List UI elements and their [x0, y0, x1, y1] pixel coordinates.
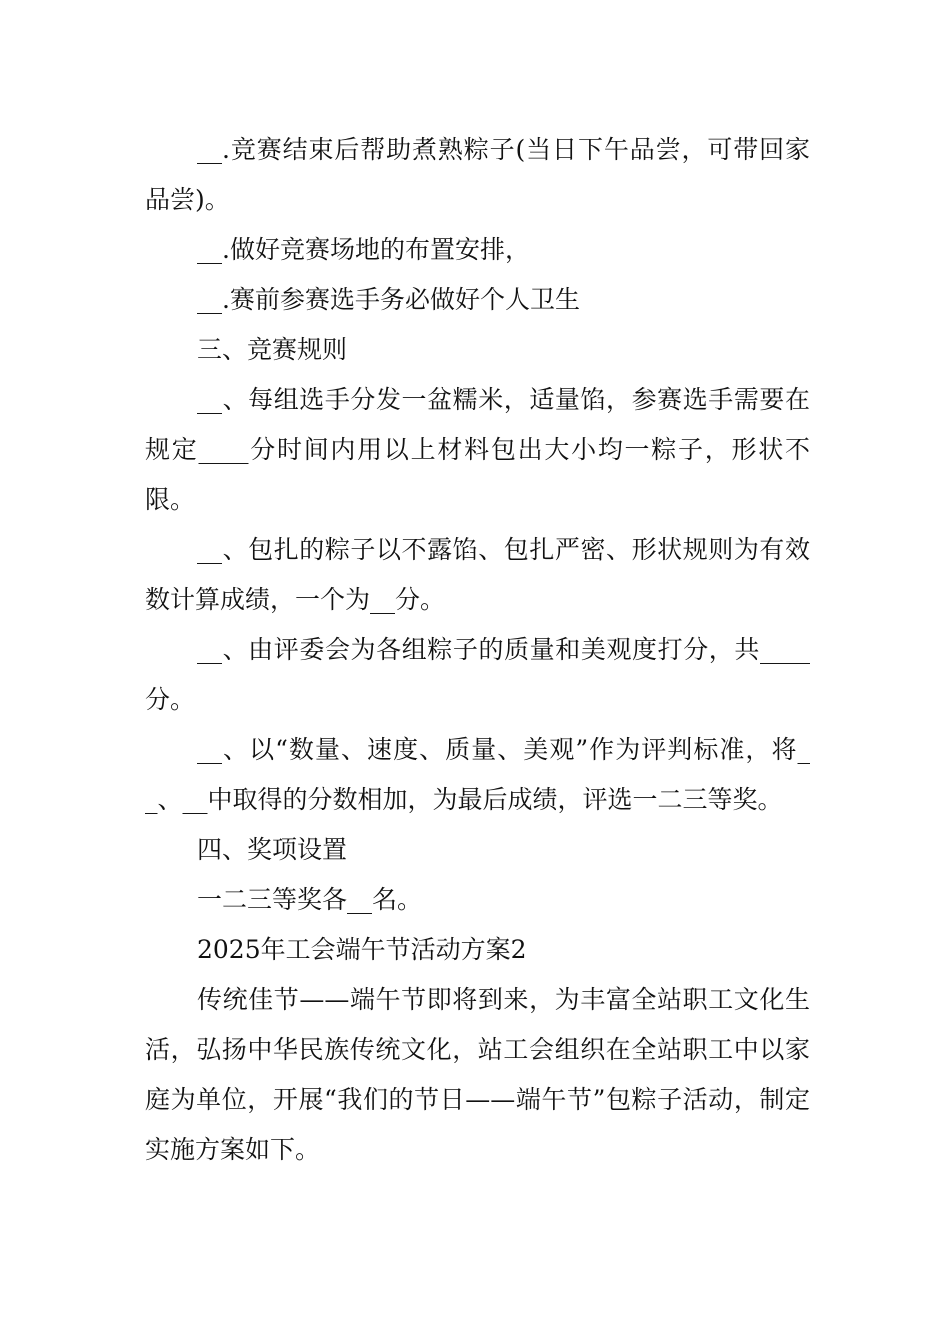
paragraph-rule-materials: __、每组选手分发一盆糯米，适量馅，参赛选手需要在规定____分时间内用以上材料包出大小均一粽子，形状不限。 — [145, 385, 810, 514]
paragraph-rule-judging: __、由评委会为各组粽子的质量和美观度打分，共____分。 — [145, 635, 810, 714]
paragraph-venue-setup: __.做好竞赛场地的布置安排， — [197, 235, 530, 264]
paragraph-cook-zongzi: __.竞赛结束后帮助煮熟粽子(当日下午品尝，可带回家品尝)。 — [145, 135, 810, 214]
paragraph-rule-criteria: __、以“数量、速度、质量、美观”作为评判标准，将__、__中取得的分数相加，为最后成绩，评选一二三等奖。 — [145, 735, 810, 814]
document-title-plan-2: 2025年工会端午节活动方案2 — [197, 935, 527, 964]
section-heading-rules: 三、竞赛规则 — [197, 335, 348, 364]
paragraph-intro: 传统佳节——端午节即将到来，为丰富全站职工文化生活，弘扬中华民族传统文化，站工会组织在全站职工中以家庭为单位，开展“我们的节日——端午节”包粽子活动，制定实施方案如下。 — [145, 985, 810, 1164]
document-body — [145, 125, 810, 1175]
paragraph-rule-scoring-count: __、包扎的粽子以不露馅、包扎严密、形状规则为有效数计算成绩，一个为__分。 — [145, 535, 810, 614]
paragraph-hygiene: __.赛前参赛选手务必做好个人卫生 — [197, 285, 580, 314]
paragraph-awards-count: 一二三等奖各__名。 — [197, 885, 423, 914]
section-heading-awards: 四、奖项设置 — [197, 835, 348, 864]
